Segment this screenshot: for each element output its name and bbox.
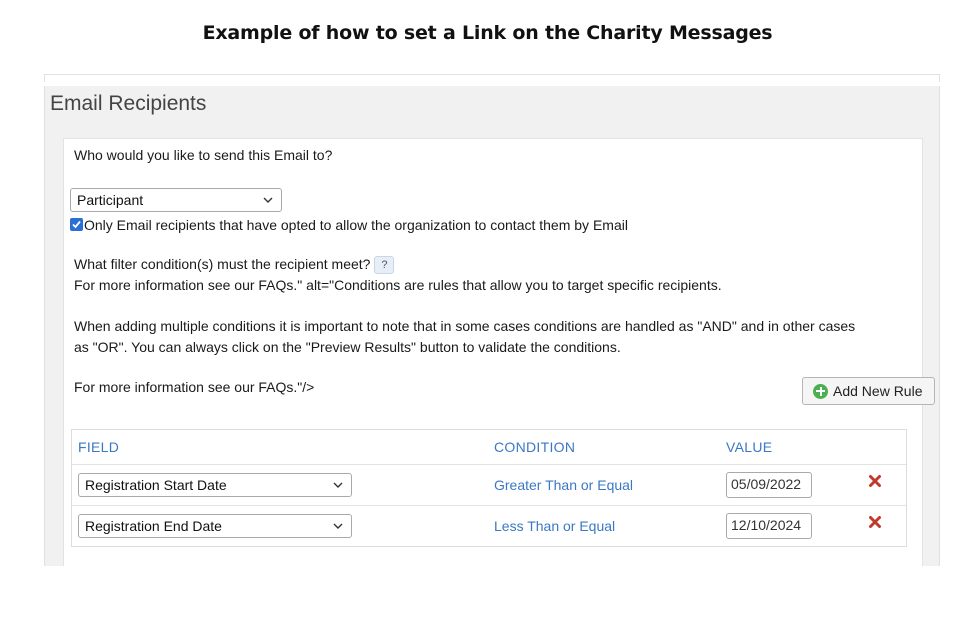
chevron-down-icon	[331, 478, 345, 492]
rules-table-header	[72, 430, 906, 465]
doc-title: Example of how to set a Link on the Charity Messages	[202, 22, 773, 44]
field-select-value: Registration Start Date	[85, 477, 227, 493]
section-title: Email Recipients	[50, 92, 207, 115]
plus-circle-icon	[813, 384, 828, 399]
delete-x-icon[interactable]	[868, 515, 882, 529]
field-select-value: Registration End Date	[85, 518, 222, 534]
field-select[interactable]	[78, 473, 352, 497]
add-new-rule-label: Add New Rule	[833, 383, 923, 399]
opt-in-checkbox[interactable]	[70, 218, 83, 231]
field-select[interactable]	[78, 514, 352, 538]
condition-link[interactable]: Less Than or Equal	[494, 518, 616, 534]
field-column-header: FIELD	[78, 439, 120, 455]
recipient-question: Who would you like to send this Email to?	[74, 147, 333, 163]
filter-question-text: What filter condition(s) must the recipient meet?	[74, 256, 371, 272]
table-row	[72, 465, 906, 506]
chevron-down-icon	[331, 519, 345, 533]
opt-in-label: Only Email recipients that have opted to allow the organization to contact them by Email	[84, 217, 628, 233]
rules-table	[71, 429, 907, 547]
value-input[interactable]: 12/10/2024	[726, 513, 812, 539]
faq-text-1: For more information see our FAQs." alt="Conditions are rules that allow you to target specific recipients.	[74, 277, 722, 293]
top-divider	[44, 74, 940, 82]
delete-x-icon[interactable]	[868, 474, 882, 488]
email-recipients-section	[44, 86, 940, 566]
value-input[interactable]: 05/09/2022	[726, 472, 812, 498]
checkbox-check-icon	[71, 219, 82, 230]
value-column-header: VALUE	[726, 439, 773, 455]
multi-conditions-line-1: When adding multiple conditions it is important to note that in some cases conditions are handled as "AND" and in other cases	[74, 318, 856, 334]
condition-link[interactable]: Greater Than or Equal	[494, 477, 634, 493]
filter-question	[74, 254, 394, 274]
help-icon[interactable]: ?	[374, 256, 394, 274]
recipients-panel	[63, 138, 923, 566]
recipient-type-select[interactable]	[70, 188, 282, 212]
recipient-type-value: Participant	[77, 192, 144, 208]
multi-conditions-line-2: as "OR". You can always click on the "Preview Results" button to validate the conditions.	[74, 339, 621, 355]
add-new-rule-button[interactable]	[802, 377, 935, 405]
table-row	[72, 506, 906, 547]
faq-text-2: For more information see our FAQs."/>	[74, 379, 315, 395]
condition-column-header: CONDITION	[494, 439, 576, 455]
chevron-down-icon	[261, 193, 275, 207]
